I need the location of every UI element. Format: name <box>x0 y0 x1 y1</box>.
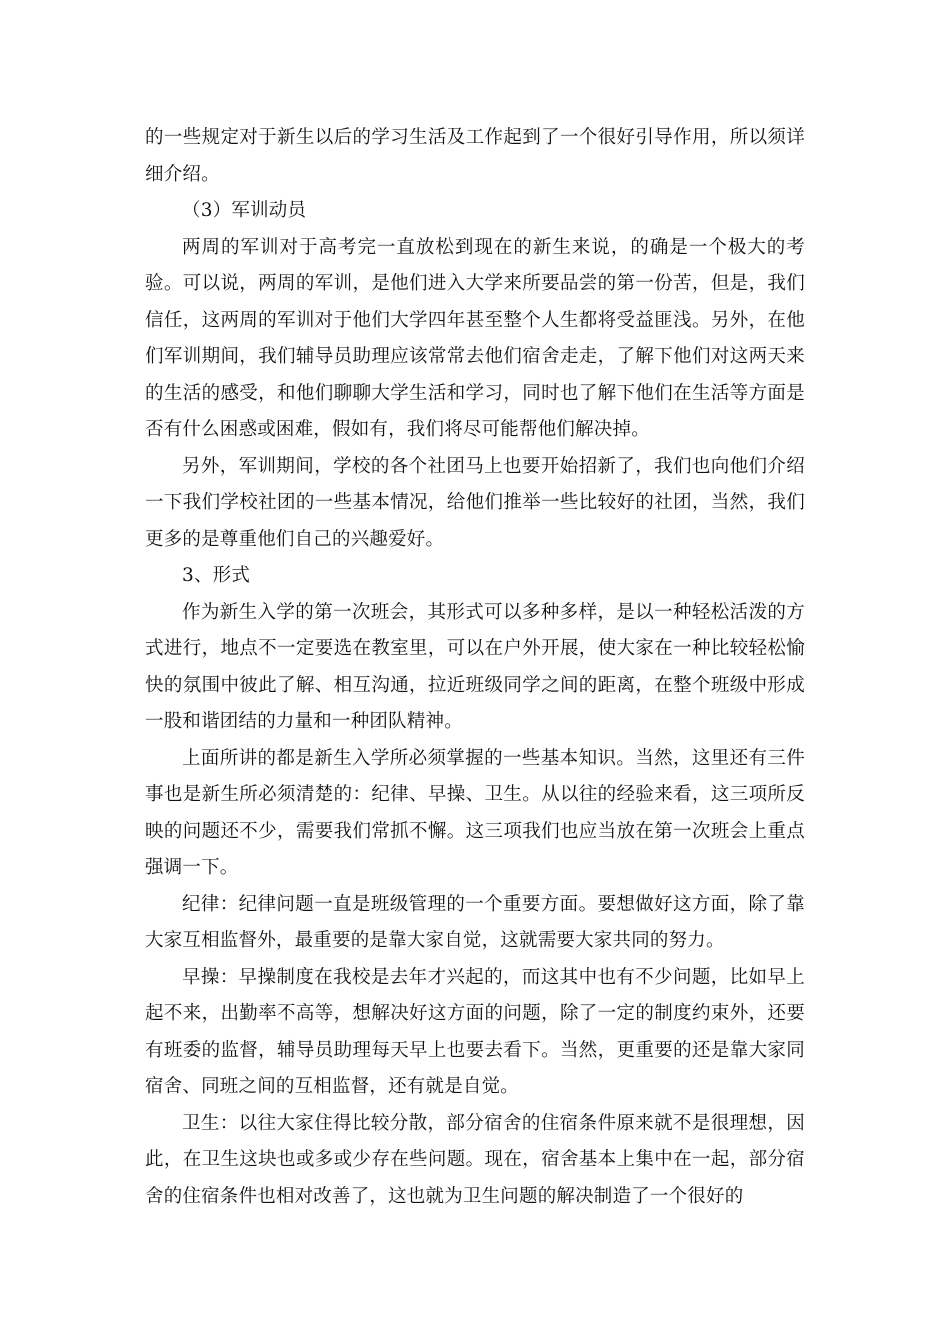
section-heading-format: 3、形式 <box>182 565 251 586</box>
paragraph-hygiene: 卫生：以往大家住得比较分散，部分宿舍的住宿条件原来就不是很理想，因此，在卫生这块也或多或少存在些问题。现在，宿舍基本上集中在一起，部分宿舍的住宿条件也相对改善了，这也就为卫生问题的解决制造了一个很好的 <box>145 1112 805 1207</box>
document-body <box>145 120 805 1215</box>
paragraph-continuation: 的一些规定对于新生以后的学习生活及工作起到了一个很好引导作用，所以须详细介绍。 <box>145 127 805 185</box>
section-heading-military-training: （3）军训动员 <box>182 200 307 221</box>
paragraph-three-things: 上面所讲的都是新生入学所必须掌握的一些基本知识。当然，这里还有三件事也是新生所必须清楚的：纪律、早操、卫生。从以往的经验来看，这三项所反映的问题还不少，需要我们常抓不懈。这三项我们也应当放在第一次班会上重点强调一下。 <box>145 747 805 878</box>
paragraph-military-training: 两周的军训对于高考完一直放松到现在的新生来说，的确是一个极大的考验。可以说，两周的军训，是他们进入大学来所要品尝的第一份苦，但是，我们信任，这两周的军训对于他们大学四年甚至整个人生都将受益匪浅。另外，在他们军训期间，我们辅导员助理应该常常去他们宿舍走走，了解下他们对这两天来的生活的感受，和他们聊聊大学生活和学习，同时也了解下他们在生活等方面是否有什么困惑或困难，假如有，我们将尽可能帮他们解决掉。 <box>145 236 805 440</box>
paragraph-clubs: 另外，军训期间，学校的各个社团马上也要开始招新了，我们也向他们介绍一下我们学校社团的一些基本情况，给他们推举一些比较好的社团，当然，我们更多的是尊重他们自己的兴趣爱好。 <box>145 455 805 550</box>
paragraph-morning-exercise: 早操：早操制度在我校是去年才兴起的，而这其中也有不少问题，比如早上起不来，出勤率不高等，想解决好这方面的问题，除了一定的制度约束外，还要有班委的监督，辅导员助理每天早上也要去看下。当然，更重要的还是靠大家同宿舍、同班之间的互相监督，还有就是自觉。 <box>145 966 805 1097</box>
paragraph-format: 作为新生入学的第一次班会，其形式可以多种多样，是以一种轻松活泼的方式进行，地点不一定要选在教室里，可以在户外开展，使大家在一种比较轻松愉快的氛围中彼此了解、相互沟通，拉近班级同学之间的距离，在整个班级中形成一股和谐团结的力量和一种团队精神。 <box>145 601 805 732</box>
paragraph-discipline: 纪律：纪律问题一直是班级管理的一个重要方面。要想做好这方面，除了靠大家互相监督外，最重要的是靠大家自觉，这就需要大家共同的努力。 <box>145 893 805 951</box>
